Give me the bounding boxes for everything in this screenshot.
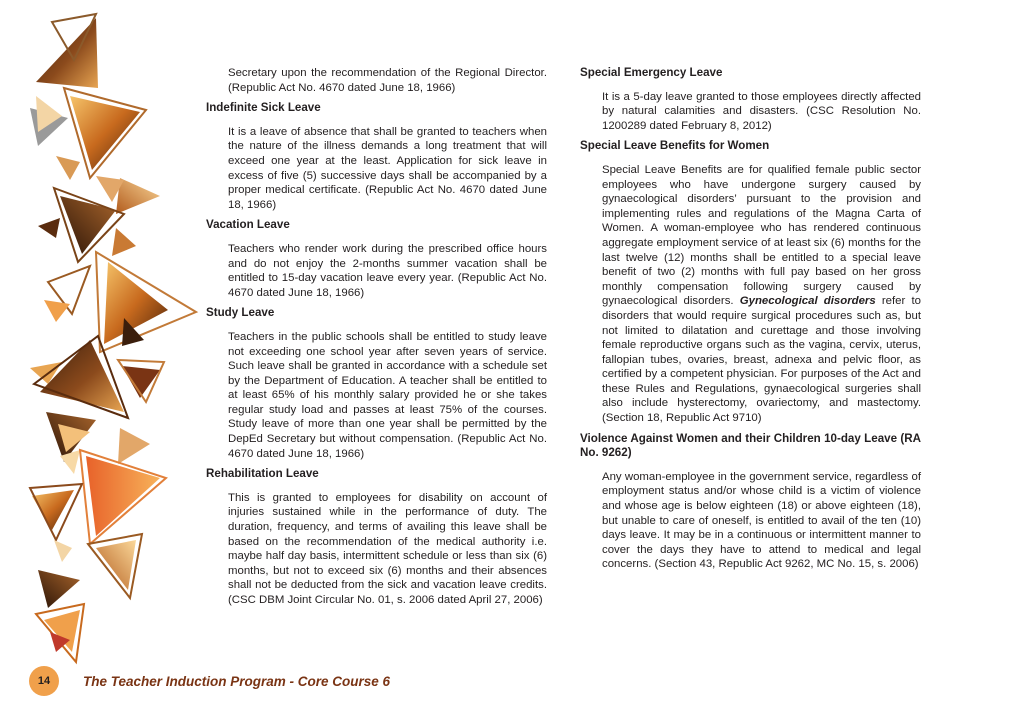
heading-special-emergency-leave: Special Emergency Leave: [580, 66, 723, 79]
heading-rehabilitation-leave: Rehabilitation Leave: [206, 467, 319, 481]
body-special-leave-women-part2: refer to disorders that would require surgical procedures such as, but not limited to dilatation and curettage and those involving female reproductive organs such as the vagina, cervix, uterus, fallopian tubes, ovaries, breast, adnexa and pelvic floor, as certified by a competent physician. For purposes of the Act and these Rules and Regulations, gynaecological surgeries shall also include hysterectomy, ovariectomy, and mastectomy. (Section 18, Republic Act 9710): [602, 295, 921, 425]
body-vawc-leave: Any woman-employee in the government service, regardless of employment status and/or whose child is a victim of violence and whose age is below eighteen (18) or above eighteen (18), but unable to care of oneself, is entitled to avail of the ten (10) days leave. It may be in a continuous or intermittent manner to cover the days they have to attend to medical and legal concerns. (Section 43, Republic Act 9262, MC No. 15, s. 2006): [602, 470, 921, 571]
body-study-leave: Teachers in the public schools shall be entitled to study leave not exceeding one school year after seven years of service. Such leave shall be granted in accordance with a schedule set by the Department of Education. A teacher shall be entitled to at least 65% of his monthly salary provided he or she takes regular study load and passes at least 75% of the courses. Study leave of more than one year shall be permitted by the DepEd Secretary but without compensation. (Republic Act No. 4670 dated June 18, 1966): [228, 330, 547, 460]
heading-indefinite-sick-leave: Indefinite Sick Leave: [206, 101, 321, 115]
body-vacation-leave: Teachers who render work during the prescribed office hours and do not enjoy the 2-months summer vacation shall be entitled to 15-day vacation leave every year. (Republic Act No. 4670 dated June 18, 1966): [228, 242, 547, 299]
footer-title: The Teacher Induction Program - Core Course 6: [83, 673, 391, 689]
heading-vawc-leave: Violence Against Women and their Children 10-day Leave (RA No. 9262): [580, 431, 921, 460]
heading-study-leave: Study Leave: [206, 306, 275, 320]
intro-paragraph: Secretary upon the recommendation of the Regional Director. (Republic Act No. 4670 dated June 18, 1966): [228, 67, 547, 94]
gynecological-disorders-term: Gynecological disorders: [739, 295, 876, 308]
decorative-triangles: [0, 0, 200, 690]
body-indefinite-sick-leave: It is a leave of absence that shall be granted to teachers when the nature of the illness demands a long treatment that will exceed one year at the least. Application for sick leave in excess of five (5) successive days shall be accompanied by a proper medical certificate. (Republic Act No. 4670 dated June 18, 1966): [228, 125, 547, 211]
body-rehabilitation-leave: This is granted to employees for disability on account of injuries sustained while in the performance of duty. The duration, frequency, and terms of availing this leave shall be based on the recommendation of the medical authority i.e. maybe half day basis, intermittent schedule or less than six (6) months, but not to exceed six (6) months and their absences shall not be deducted from the sick and vacation leave credits. (CSC DBM Joint Circular No. 01, s. 2006 dated April 27, 2006): [228, 491, 547, 606]
body-special-leave-women: [602, 163, 921, 426]
page-footer: [29, 666, 390, 696]
heading-vacation-leave: Vacation Leave: [206, 218, 290, 232]
heading-special-leave-women: Special Leave Benefits for Women: [580, 139, 770, 153]
right-column: [580, 66, 921, 578]
left-column: [206, 66, 547, 614]
body-special-emergency-leave: It is a 5-day leave granted to those employees directly affected by natural calamities and disasters. (CSC Resolution No. 1200289 dated February 8, 2012): [602, 90, 921, 132]
page-number-badge: 14: [29, 666, 59, 696]
body-special-leave-women-part1: Special Leave Benefits are for qualified female public sector employees who have undergone surgery caused by gynaecological disorders’ pursuant to the provision and implementing rules and regulations of the Magna Carta of Women. A woman-employee who has rendered continuous aggregate employment service of at least six (6) months for the last twelve (12) months shall be entitled to a special leave benefit of two (2) months with full pay based on her gross monthly compensation following surgery caused by gynaecological disorders.: [602, 163, 921, 308]
